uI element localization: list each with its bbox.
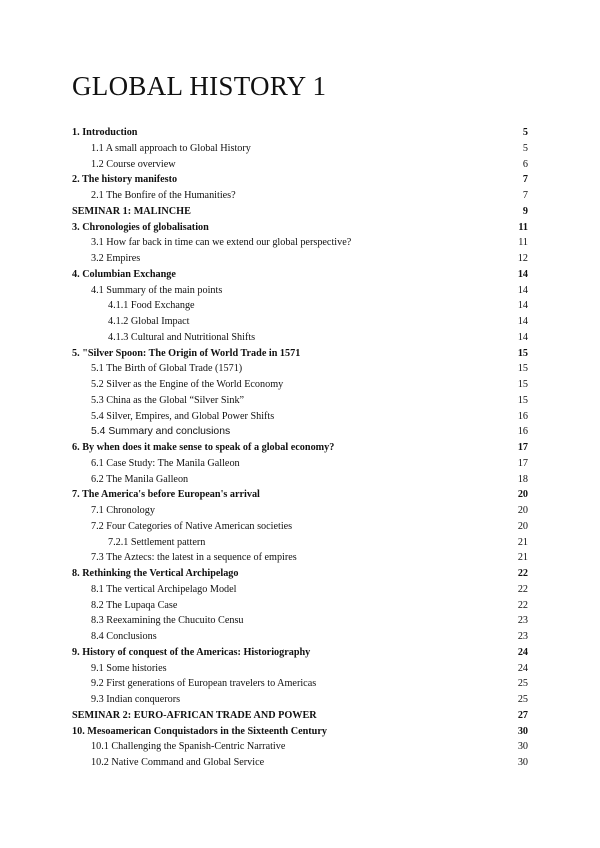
toc-entry[interactable] — [72, 409, 528, 425]
toc-entry-page-number: 30 — [517, 725, 528, 737]
toc-entry-page-number: 25 — [517, 694, 528, 705]
toc-entry[interactable] — [72, 566, 528, 582]
toc-entry-label: 4.1.1 Food Exchange — [108, 300, 195, 312]
toc-entry-page-number: 14 — [517, 316, 528, 327]
toc-entry-label: 10. Mesoamerican Conquistadors in the Sixteenth Century — [72, 725, 327, 737]
toc-entry-page-number: 15 — [517, 347, 528, 359]
toc-entry-page-number: 15 — [517, 363, 528, 375]
toc-entry[interactable] — [72, 330, 528, 346]
toc-entry-label: 3.1 How far back in time can we extend our global perspective? — [91, 237, 352, 249]
toc-entry-label: 7.1 Chronology — [91, 505, 155, 516]
toc-entry-page-number: 30 — [517, 757, 528, 768]
toc-entry-page-number: 27 — [517, 709, 528, 721]
toc-entry-label: SEMINAR 2: EURO-AFRICAN TRADE AND POWER — [72, 709, 317, 721]
toc-entry[interactable] — [72, 235, 528, 251]
toc-entry[interactable] — [72, 157, 528, 173]
toc-entry[interactable] — [72, 424, 528, 440]
toc-entry[interactable] — [72, 346, 528, 362]
toc-entry-page-number: 11 — [518, 237, 528, 249]
toc-entry-label: 7. The America's before European's arrival — [72, 489, 260, 501]
toc-entry[interactable] — [72, 645, 528, 661]
toc-entry-page-number: 22 — [517, 583, 528, 595]
toc-entry-label: 4. Columbian Exchange — [72, 268, 176, 280]
toc-entry[interactable] — [72, 314, 528, 330]
toc-entry-label: 10.1 Challenging the Spanish-Centric Narrative — [91, 741, 286, 753]
toc-entry-page-number: 25 — [517, 678, 528, 690]
toc-entry[interactable] — [72, 361, 528, 377]
toc-entry-page-number: 22 — [517, 568, 528, 579]
toc-entry-page-number: 23 — [517, 631, 528, 642]
toc-entry-page-number: 23 — [517, 615, 528, 627]
toc-entry-page-number: 24 — [517, 662, 528, 674]
toc-entry-label: 5.3 China as the Global “Silver Sink” — [91, 394, 245, 406]
toc-entry-label: 7.2.1 Settlement pattern — [108, 536, 206, 548]
toc-entry-page-number: 7 — [522, 190, 528, 201]
toc-entry-page-number: 21 — [517, 552, 528, 564]
toc-entry[interactable] — [72, 629, 528, 645]
table-of-contents — [72, 125, 528, 771]
toc-entry-page-number: 7 — [522, 174, 528, 186]
toc-entry[interactable] — [72, 535, 528, 551]
toc-entry-label: 8.4 Conclusions — [91, 631, 157, 642]
toc-entry[interactable] — [72, 755, 528, 771]
toc-entry-page-number: 20 — [517, 489, 528, 501]
toc-entry-page-number: 9 — [522, 205, 528, 217]
toc-entry-label: 4.1.3 Cultural and Nutritional Shifts — [108, 331, 256, 343]
toc-entry[interactable] — [72, 188, 528, 204]
toc-entry-page-number: 17 — [517, 442, 528, 453]
toc-entry-label: 9.1 Some histories — [91, 662, 167, 674]
toc-entry[interactable] — [72, 141, 528, 157]
toc-entry-page-number: 21 — [517, 536, 528, 548]
toc-entry[interactable] — [72, 125, 528, 141]
toc-entry[interactable] — [72, 519, 528, 535]
toc-entry[interactable] — [72, 708, 528, 724]
toc-entry-page-number: 20 — [517, 520, 528, 532]
toc-entry-label: 8.2 The Lupaqa Case — [91, 599, 178, 611]
toc-entry[interactable] — [72, 440, 528, 456]
toc-entry-page-number: 18 — [517, 473, 528, 485]
toc-entry-label: 2.1 The Bonfire of the Humanities? — [91, 190, 236, 201]
toc-entry-label: 6. By when does it make sense to speak of a global economy? — [72, 442, 335, 453]
toc-entry[interactable] — [72, 676, 528, 692]
toc-entry[interactable] — [72, 503, 528, 519]
toc-entry-page-number: 17 — [517, 457, 528, 469]
page-title: GLOBAL HISTORY 1 — [72, 71, 327, 101]
toc-entry-label: 4.1.2 Global Impact — [108, 316, 190, 327]
toc-entry-label: 5. "Silver Spoon: The Origin of World Trade in 1571 — [72, 347, 301, 359]
toc-entry[interactable] — [72, 393, 528, 409]
toc-entry-page-number: 14 — [517, 268, 528, 280]
toc-entry-page-number: 16 — [517, 410, 528, 422]
toc-entry-label: 5.1 The Birth of Global Trade (1571) — [91, 363, 243, 375]
toc-entry[interactable] — [72, 377, 528, 393]
toc-entry-page-number: 14 — [517, 284, 528, 296]
toc-entry-page-number: 11 — [518, 221, 528, 233]
toc-entry[interactable] — [72, 598, 528, 614]
toc-entry-label: 1. Introduction — [72, 127, 138, 138]
toc-entry[interactable] — [72, 692, 528, 708]
toc-entry[interactable] — [72, 172, 528, 188]
toc-entry[interactable] — [72, 582, 528, 598]
toc-entry[interactable] — [72, 204, 528, 220]
toc-entry-label: 8.3 Reexamining the Chucuito Censu — [91, 615, 244, 627]
toc-entry[interactable] — [72, 487, 528, 503]
toc-entry-page-number: 5 — [522, 127, 528, 138]
toc-entry[interactable] — [72, 739, 528, 755]
toc-entry[interactable] — [72, 613, 528, 629]
toc-entry-page-number: 15 — [517, 379, 528, 390]
toc-entry-label: 9. History of conquest of the Americas: Historiography — [72, 646, 311, 658]
toc-entry-page-number: 22 — [517, 599, 528, 611]
toc-entry-page-number: 15 — [517, 394, 528, 406]
toc-entry-page-number: 12 — [517, 253, 528, 264]
toc-entry-label: 8.1 The vertical Archipelago Model — [91, 583, 237, 595]
toc-entry-label: 9.3 Indian conquerors — [91, 694, 181, 705]
toc-entry-page-number: 6 — [522, 158, 528, 170]
toc-entry[interactable] — [72, 472, 528, 488]
toc-entry[interactable] — [72, 283, 528, 299]
toc-entry[interactable] — [72, 661, 528, 677]
toc-entry[interactable] — [72, 220, 528, 236]
toc-entry-label: 7.2 Four Categories of Native American societies — [91, 520, 293, 532]
toc-entry-label: 4.1 Summary of the main points — [91, 284, 223, 296]
toc-entry-label: 2. The history manifesto — [72, 174, 178, 186]
toc-entry-page-number: 14 — [517, 300, 528, 312]
toc-entry-label: 5.4 Summary and conclusions — [91, 426, 231, 438]
toc-entry[interactable] — [72, 724, 528, 740]
toc-entry-label: 9.2 First generations of European travelers to Americas — [91, 678, 317, 690]
toc-entry-label: 1.2 Course overview — [91, 158, 176, 170]
toc-entry-label: 7.3 The Aztecs: the latest in a sequence of empires — [91, 552, 297, 564]
toc-entry-label: SEMINAR 1: MALINCHE — [72, 205, 191, 217]
toc-entry-label: 3. Chronologies of globalisation — [72, 221, 209, 233]
toc-entry-label: 6.1 Case Study: The Manila Galleon — [91, 457, 240, 469]
toc-entry[interactable] — [72, 298, 528, 314]
toc-entry-label: 3.2 Empires — [91, 253, 141, 264]
toc-entry[interactable] — [72, 251, 528, 267]
toc-entry-page-number: 14 — [517, 331, 528, 343]
toc-entry-page-number: 30 — [517, 741, 528, 753]
toc-entry-label: 10.2 Native Command and Global Service — [91, 757, 265, 768]
toc-entry-label: 8. Rethinking the Vertical Archipelago — [72, 568, 239, 579]
toc-entry-page-number: 16 — [517, 426, 528, 438]
toc-entry-page-number: 5 — [522, 142, 528, 154]
toc-entry-label: 1.1 A small approach to Global History — [91, 142, 251, 154]
toc-entry-page-number: 24 — [517, 646, 528, 658]
toc-entry[interactable] — [72, 550, 528, 566]
toc-entry-label: 5.4 Silver, Empires, and Global Power Shifts — [91, 410, 275, 422]
toc-entry[interactable] — [72, 267, 528, 283]
toc-entry-label: 5.2 Silver as the Engine of the World Economy — [91, 379, 284, 390]
toc-entry-label: 6.2 The Manila Galleon — [91, 473, 189, 485]
toc-entry-page-number: 20 — [517, 505, 528, 516]
toc-entry[interactable] — [72, 456, 528, 472]
